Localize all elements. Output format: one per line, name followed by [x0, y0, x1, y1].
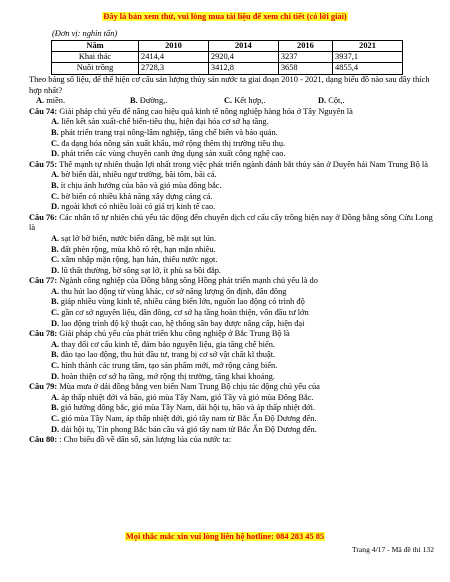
- table-header-row: [52, 41, 403, 52]
- answer-option: [29, 234, 437, 245]
- option-text: hình thành các trung tâm, tạo sản phẩm mới, mở rộng cảng biển.: [61, 361, 278, 371]
- intro-option: [36, 96, 130, 107]
- option-letter: C.: [51, 191, 60, 201]
- question-78: [29, 329, 437, 382]
- answer-option: [29, 287, 437, 298]
- bottom-banner: [0, 532, 450, 541]
- table-cell: 3237: [278, 52, 332, 63]
- answer-option: [29, 319, 437, 330]
- answer-option: [29, 255, 437, 266]
- question-text: Mùa mưa ở dải đồng bằng ven biển Nam Trung Bộ chịu tác động chủ yếu của: [59, 382, 320, 392]
- intro-option: [224, 96, 318, 107]
- option-text: đa dạng hóa nông sản xuất khẩu, mở rộng thêm thị trường tiêu thụ.: [61, 138, 286, 148]
- table-header: 2010: [139, 41, 209, 52]
- table-cell: 2728,3: [139, 63, 209, 74]
- option-text: đất phèn rộng, mùa khô rõ rệt, hạn mặn nhiều.: [60, 244, 216, 254]
- question-content: [29, 75, 437, 446]
- option-letter: A.: [51, 339, 60, 349]
- table-cell: Nuôi trồng: [52, 63, 139, 74]
- answer-option: [29, 192, 437, 203]
- option-text: ngoài khơi có nhiều loài có giá trị kinh tế cao.: [61, 202, 216, 212]
- question-number: Câu 75:: [29, 159, 58, 169]
- option-text: giáp nhiều vùng kinh tế, nhiều cảng biển lớn, nguồn lao động có trình độ: [60, 297, 305, 307]
- answer-option: [29, 128, 437, 139]
- answer-option: [29, 245, 437, 256]
- top-banner-text: Đây là bản xem thử, vui lòng mua tài liệu để xem chi tiết (có lời giải): [103, 12, 347, 21]
- answer-option: [29, 170, 437, 181]
- table-cell: Khai thác: [52, 52, 139, 63]
- question-75: [29, 160, 437, 213]
- answer-option: [29, 393, 437, 404]
- option-letter: D.: [51, 424, 60, 434]
- question-text: Thế mạnh tự nhiên thuận lợi nhất trong việc phát triển ngành đánh bắt thủy sản ở Duyên hải Nam Trung Bộ là: [59, 159, 428, 169]
- option-text: thay đổi cơ cấu kinh tế, đảm bảo nguyên liệu, gia tăng chế biến.: [61, 339, 275, 349]
- table-cell: 4855,4: [333, 63, 403, 74]
- option-text: Cột,.: [328, 96, 345, 106]
- option-letter: C.: [51, 308, 60, 318]
- bottom-banner-text: Mọi thắc mắc xin vui lòng liên hệ hotline: 084 283 45 85: [125, 532, 325, 541]
- answer-option: [29, 308, 437, 319]
- option-letter: C.: [224, 96, 233, 106]
- table-cell: 3658: [278, 63, 332, 74]
- question-text: Giải pháp chủ yếu của phát triển khu công nghiệp ở Bắc Trung Bộ là: [59, 329, 290, 339]
- answer-option: [29, 149, 437, 160]
- option-text: liên kết sản xuất-chế biến-tiêu thụ, hiện đại hóa cơ sở hạ tầng.: [61, 117, 269, 127]
- option-letter: C.: [51, 414, 60, 423]
- question-stem: [29, 160, 437, 171]
- option-text: áp thấp nhiệt đới và bão, gió mùa Tây Nam, gió Tây và gió mùa Đông Bắc.: [61, 392, 314, 402]
- option-letter: A.: [51, 286, 60, 296]
- option-letter: B.: [51, 244, 59, 254]
- option-letter: A.: [51, 117, 60, 127]
- answer-option: [29, 340, 437, 351]
- intro-option: [130, 96, 224, 107]
- option-text: ít chịu ảnh hưởng của bão và gió mùa đông bắc.: [60, 180, 222, 190]
- question-number: Câu 78:: [29, 329, 58, 339]
- table-header: 2014: [208, 41, 278, 52]
- option-letter: A.: [51, 233, 60, 243]
- question-text: Các nhân tố tự nhiên chủ yếu tác động đến chuyển dịch cơ cấu cây trồng hiện nay ở Đồng bằng sông Cửu Long là: [29, 212, 433, 233]
- question-text: Giải pháp chủ yếu để nâng cao hiệu quả kinh tế nông nghiệp hàng hóa ở Tây Nguyên là: [59, 106, 353, 116]
- option-letter: A.: [51, 392, 60, 402]
- option-letter: D.: [318, 96, 327, 106]
- option-text: sạt lở bờ biển, nước biển dâng, bề mặt sụt lún.: [61, 233, 217, 243]
- unit-note: (Đơn vị: nghìn tấn): [52, 29, 118, 38]
- question-stem: [29, 107, 437, 118]
- option-text: đào tạo lao động, thu hút đầu tư, trang bị cơ sở vật chất kĩ thuật.: [60, 350, 276, 360]
- data-table: [51, 40, 403, 75]
- option-letter: D.: [51, 371, 60, 381]
- table-cell: 3412,8: [208, 63, 278, 74]
- table-header: Năm: [52, 41, 139, 52]
- question-text: Ngành công nghiệp của Đồng bằng sông Hồng phát triển mạnh chủ yếu là do: [59, 276, 318, 286]
- intro-options: [29, 96, 437, 107]
- answer-option: [29, 139, 437, 150]
- answer-option: [29, 297, 437, 308]
- option-letter: C.: [51, 361, 60, 371]
- option-text: bờ biển dài, nhiều ngư trường, bãi tôm, bãi cá.: [61, 170, 217, 180]
- page-footer: Trang 4/17 - Mã đề thi 132: [352, 545, 434, 554]
- option-text: phát triển trang trại nông-lâm nghiệp, tăng chế biến và bảo quản.: [60, 127, 278, 137]
- question-76: [29, 213, 437, 277]
- question-stem: [29, 329, 437, 340]
- option-letter: A.: [51, 170, 60, 180]
- question-number: Câu 76:: [29, 212, 58, 222]
- answer-option: [29, 361, 437, 372]
- answer-option: [29, 414, 437, 425]
- table-cell: 3937,1: [333, 52, 403, 63]
- table-header: 2021: [333, 41, 403, 52]
- option-text: Kết hợp,.: [234, 96, 266, 106]
- answer-option: [29, 372, 437, 383]
- answer-option: [29, 425, 437, 436]
- table-row: [52, 52, 403, 63]
- option-text: lao động trình độ kỹ thuật cao, hệ thống sân bay được nâng cấp, hiện đại: [61, 318, 305, 328]
- top-banner: [0, 12, 450, 21]
- table-header: 2016: [278, 41, 332, 52]
- question-stem: [29, 382, 437, 393]
- question-text: : Cho biểu đồ về dân số, sản lượng lúa của nước ta:: [59, 435, 231, 445]
- option-text: thu hút lao động từ vùng khác, cơ sở năng lượng ổn định, dân đông: [61, 286, 287, 296]
- option-letter: D.: [51, 265, 60, 275]
- option-letter: B.: [51, 350, 59, 360]
- answer-option: [29, 117, 437, 128]
- intro-option: [318, 96, 412, 107]
- option-letter: B.: [51, 403, 59, 413]
- answer-option: [29, 202, 437, 213]
- option-letter: B.: [130, 96, 138, 106]
- option-letter: C.: [51, 255, 60, 265]
- answer-option: [29, 266, 437, 277]
- question-77: [29, 276, 437, 329]
- option-letter: B.: [51, 127, 59, 137]
- option-letter: B.: [51, 297, 59, 307]
- option-letter: D.: [51, 318, 60, 328]
- option-letter: B.: [51, 180, 59, 190]
- table-cell: 2414,4: [139, 52, 209, 63]
- option-text: lũ thất thường, bờ sông sạt lở, ít phù sa bồi đắp.: [61, 265, 221, 275]
- table-row: [52, 63, 403, 74]
- question-74: [29, 107, 437, 160]
- option-text: miền.: [46, 96, 66, 106]
- question-80: [29, 435, 437, 446]
- option-text: dải hội tụ, Tín phong Bắc bán cầu và gió tây nam từ Bắc Ấn Độ Dương đến.: [61, 424, 317, 434]
- option-text: gió hướng đông bắc, gió mùa Tây Nam, dải hội tụ, bão và áp thấp nhiệt đới.: [60, 403, 315, 413]
- answer-option: [29, 350, 437, 361]
- option-letter: C.: [51, 138, 60, 148]
- option-text: Đường,.: [139, 96, 168, 106]
- answer-option: [29, 403, 437, 414]
- question-number: Câu 80:: [29, 435, 58, 445]
- table-cell: 2920,4: [208, 52, 278, 63]
- answer-option: [29, 181, 437, 192]
- intro-question: Theo bảng số liệu, để thể hiện cơ cấu sản lượng thủy sản nước ta giai đoạn 2010 - 2021, dạng biểu đồ nào sau đây thích hợp nhất?: [29, 75, 430, 95]
- question-stem: [29, 213, 437, 234]
- question-number: Câu 77:: [29, 276, 58, 286]
- option-text: bờ biển có nhiều khả năng xây dựng cảng cá.: [61, 191, 213, 201]
- option-text: hoàn thiện cơ sở hạ tầng, mở rộng thị trường, tăng khai khoáng.: [61, 371, 275, 381]
- option-text: gần cơ sở nguyên liệu, dân đông, cơ sở hạ tầng hoàn thiện, vốn đầu tư lớn: [61, 308, 309, 318]
- option-letter: D.: [51, 202, 60, 212]
- option-text: phát triển các vùng chuyên canh ứng dụng sản xuất công nghệ cao.: [61, 149, 286, 159]
- option-text: gió mùa Tây Nam, áp thấp nhiệt đới, gió tây nam từ Bắc Ấn Độ Dương đến.: [61, 414, 317, 423]
- question-79: [29, 382, 437, 435]
- question-number: Câu 74:: [29, 106, 58, 116]
- question-number: Câu 79:: [29, 382, 58, 392]
- option-text: xâm nhập mặn rộng, hạn hán, thiếu nước ngọt.: [61, 255, 218, 265]
- option-letter: D.: [51, 149, 60, 159]
- option-letter: A.: [36, 96, 45, 106]
- question-stem: [29, 276, 437, 287]
